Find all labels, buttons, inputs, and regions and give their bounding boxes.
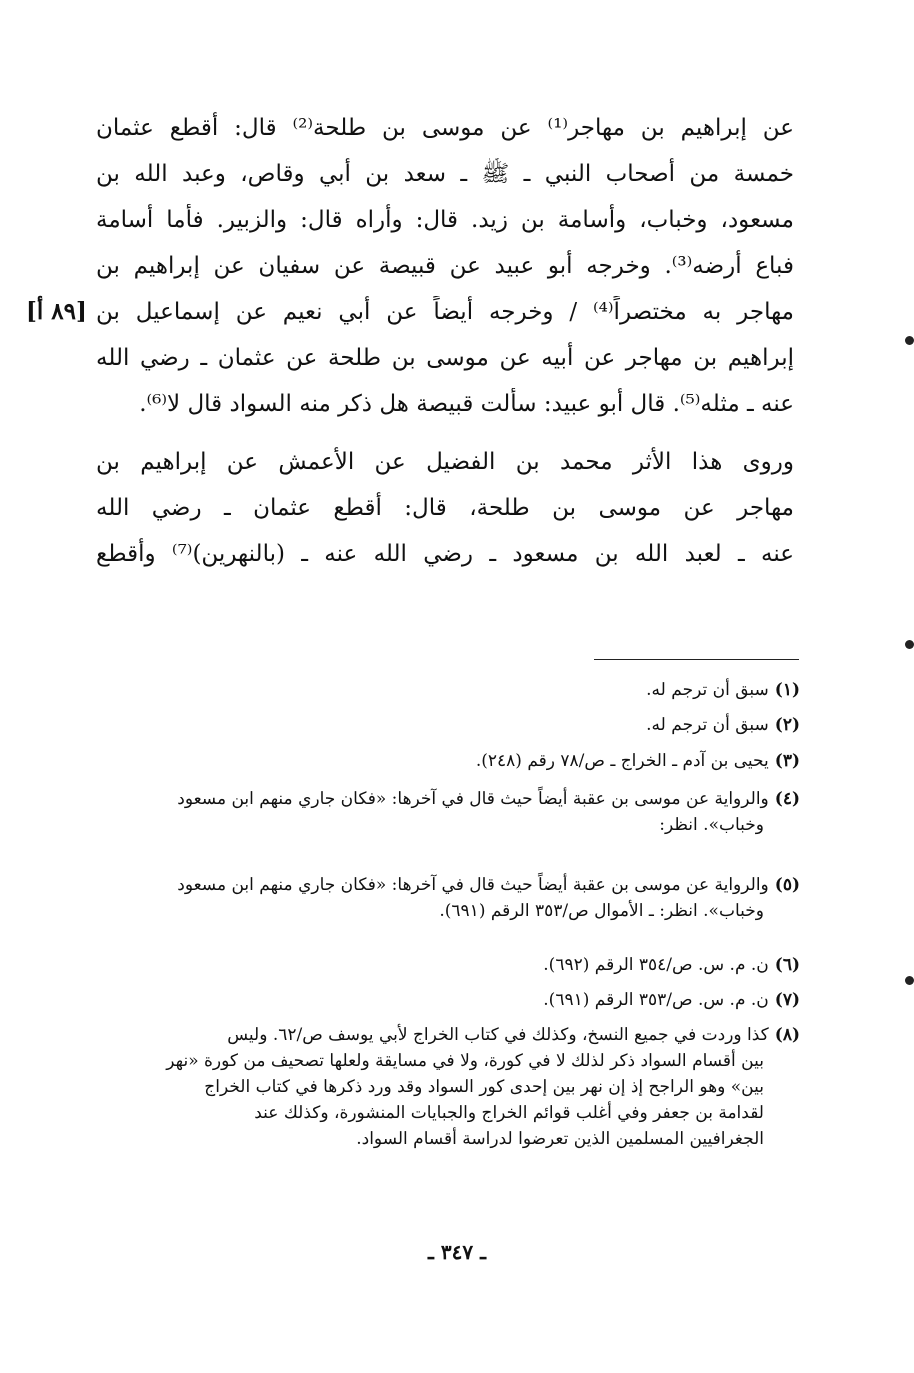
body-line-10: عنه ـ لعبد الله بن مسعود ـ رضي الله عنه ـ (بالنهرين)⁽⁷⁾ وأقطع [96, 541, 794, 567]
footnote-8 [100, 1022, 800, 1152]
footnote-continuation: بين» وهو الراجح إذ إن نهر بين إحدى كور السواد وقد ورد ذكرها في كتاب الخراج [204, 1077, 764, 1097]
edge-dot [905, 640, 914, 649]
footnote-text: كذا وردت في جميع النسخ، وكذلك في كتاب الخراج لأبي يوسف ص/٦٢. وليس [227, 1025, 769, 1045]
footnote-number: (٢) [774, 715, 800, 735]
footnote-1 [100, 677, 800, 703]
body-line-6: إبراهيم بن مهاجر عن أبيه عن موسى بن طلحة عن عثمان ـ رضي الله [96, 345, 794, 371]
footnote-separator [594, 659, 799, 660]
footnote-number: (٨) [774, 1025, 800, 1045]
footnote-4 [100, 786, 800, 838]
footnote-continuation: الجغرافيين المسلمين الذين تعرضوا لدراسة أقسام السواد. [356, 1129, 764, 1149]
body-line-7: عنه ـ مثله⁽⁵⁾. قال أبو عبيد: سألت قبيصة هل ذكر منه السواد قال لا⁽⁶⁾. [139, 391, 794, 417]
body-line-5: مهاجر به مختصراً⁽⁴⁾ / وخرجه أيضاً عن أبي نعيم عن إسماعيل بن [96, 299, 794, 325]
footnote-6 [100, 952, 800, 978]
footnote-number: (٤) [774, 789, 800, 809]
footnote-text: سبق أن ترجم له. [646, 680, 769, 700]
footnote-number: (١) [774, 680, 800, 700]
footnote-5 [100, 872, 800, 924]
footnote-text: يحيى بن آدم ـ الخراج ـ ص/٧٨ رقم (٢٤٨). [475, 751, 769, 771]
footnote-2 [100, 712, 800, 738]
footnote-text: سبق أن ترجم له. [646, 715, 769, 735]
footnote-continuation: بين أقسام السواد ذكر لذلك لا في كورة، ولا في مسايقة ولعلها تصحيف من كورة «نهر [166, 1051, 764, 1071]
footnote-text: ن. م. س. ص/٣٥٤ الرقم (٦٩٢). [543, 955, 769, 975]
footnote-number: (٦) [774, 955, 800, 975]
footnote-7 [100, 987, 800, 1013]
edge-dot [905, 976, 914, 985]
footnote-text: ن. م. س. ص/٣٥٣ الرقم (٦٩١). [543, 990, 769, 1010]
body-line-1: عن إبراهيم بن مهاجر⁽¹⁾ عن موسى بن طلحة⁽²⁾ قال: أقطع عثمان [96, 115, 794, 141]
footnote-number: (٥) [774, 875, 800, 895]
footnote-text: والرواية عن موسى بن عقبة أيضاً حيث قال في آخرها: «فكان جاري منهم ابن مسعود [177, 875, 769, 895]
footnote-continuation: وخباب». انظر: [659, 815, 764, 835]
body-line-3: مسعود، وخباب، وأسامة بن زيد. قال: وأراه قال: والزبير. فأما أسامة [96, 207, 794, 233]
body-line-8: وروى هذا الأثر محمد بن الفضيل عن الأعمش عن إبراهيم بن [96, 449, 794, 475]
footnote-text: والرواية عن موسى بن عقبة أيضاً حيث قال في آخرها: «فكان جاري منهم ابن مسعود [177, 789, 769, 809]
body-line-4: فباع أرضه⁽³⁾. وخرجه أبو عبيد عن قبيصة عن سفيان عن إبراهيم بن [96, 253, 794, 279]
footnote-3 [100, 748, 800, 774]
edge-dot [905, 336, 914, 345]
footnote-number: (٧) [774, 990, 800, 1010]
footnote-continuation: وخباب». انظر: ـ الأموال ص/٣٥٣ الرقم (٦٩١). [439, 901, 764, 921]
manuscript-folio-reference: [٨٩ أ] [26, 298, 87, 325]
body-line-9: مهاجر عن موسى بن طلحة، قال: أقطع عثمان ـ رضي الله [96, 495, 794, 521]
body-line-2: خمسة من أصحاب النبي ـ ﷺ ـ سعد بن أبي وقاص، وعبد الله بن [96, 161, 794, 187]
footnote-continuation: لقدامة بن جعفر وفي أغلب قوائم الخراج والجبايات المنشورة، وكذلك عند [254, 1103, 764, 1123]
page-number: ـ ٣٤٧ ـ [428, 1240, 486, 1264]
footnote-number: (٣) [774, 751, 800, 771]
